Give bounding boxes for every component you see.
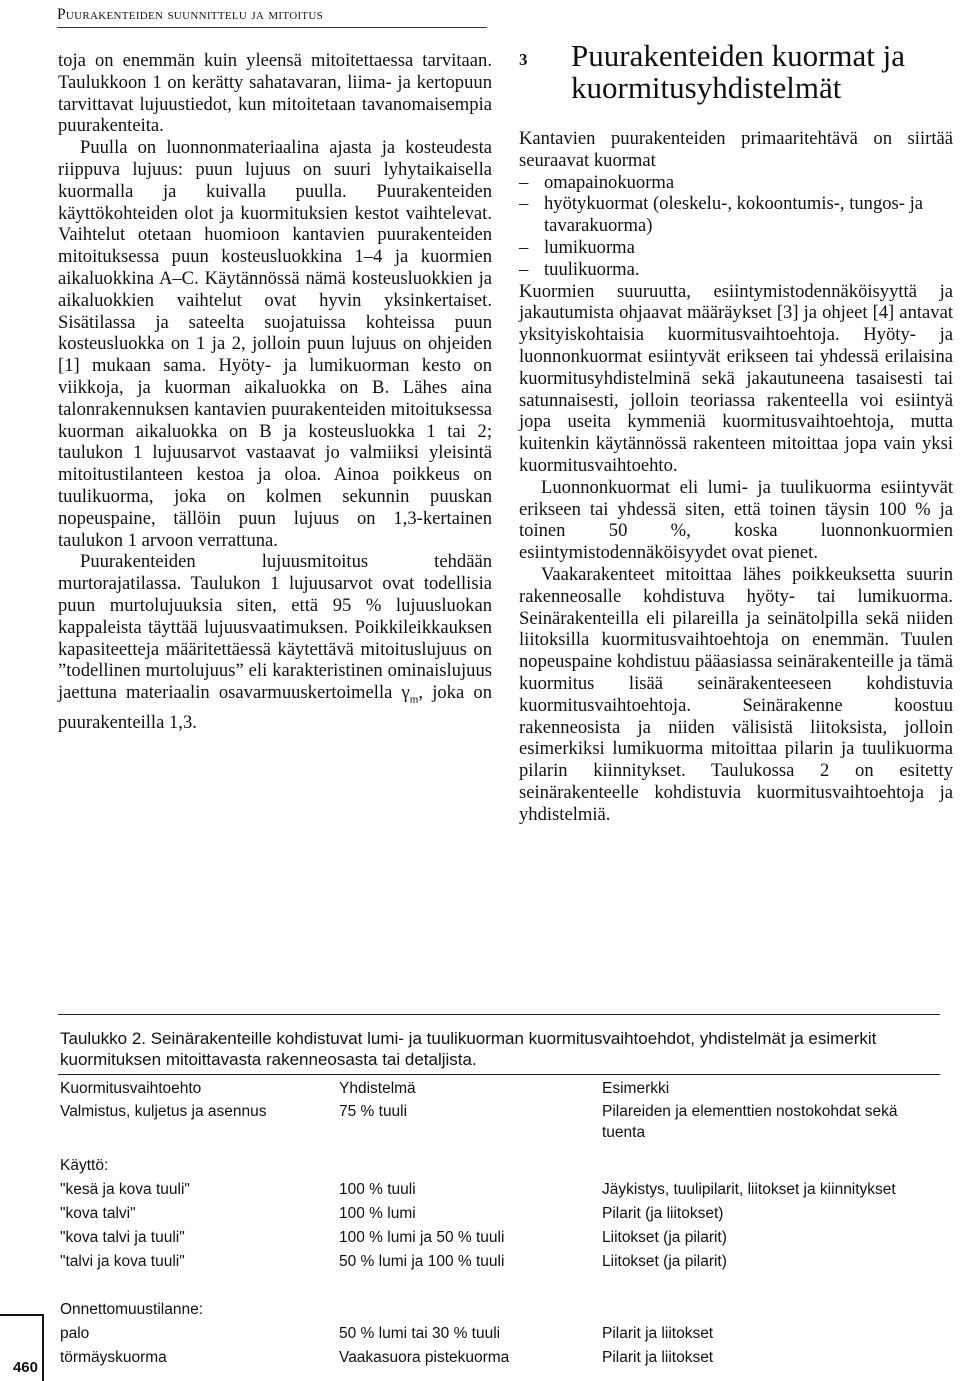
- load-list: [519, 172, 953, 281]
- list-item-text: omapainokuorma: [544, 171, 675, 193]
- dash-bullet: –: [519, 171, 529, 193]
- table-header-cell: Esimerkki: [602, 1080, 670, 1097]
- load-table: [60, 1078, 940, 1368]
- left-column: [58, 50, 492, 733]
- section-title: Puurakenteiden kuormat ja kuormitusyhdistelmät: [571, 38, 906, 105]
- table-cell: Pilarit ja liitokset: [602, 1349, 714, 1366]
- table-cell: Pilarit (ja liitokset): [602, 1205, 724, 1222]
- table-row: [60, 1347, 940, 1368]
- table-row: [60, 1179, 940, 1200]
- list-item-text: hyötykuormat (oleskelu-, kokoontumis-, tungos- ja tavarakuorma): [544, 193, 924, 237]
- table-cell: palo: [60, 1325, 90, 1342]
- section-number: 3: [519, 50, 528, 69]
- table-cell: "talvi ja kova tuuli": [60, 1253, 185, 1270]
- table-cell: Pilarit ja liitokset: [602, 1325, 714, 1342]
- table-cell: "kova talvi ja tuuli": [60, 1229, 185, 1246]
- right-intro: Kantavien puurakenteiden primaaritehtävä on siirtää seuraavat kuormat: [519, 128, 953, 171]
- table-cell: 100 % lumi ja 50 % tuuli: [339, 1229, 505, 1246]
- table-top-rule: [58, 1014, 940, 1015]
- left-paragraph-3-end: , joka on puurakenteilla 1,3.: [58, 682, 492, 733]
- table-cell: Jäykistys, tuulipilarit, liitokset ja kiinnitykset: [602, 1181, 896, 1198]
- table-cell: Liitokset (ja pilarit): [602, 1253, 727, 1270]
- table-header-cell: Yhdistelmä: [339, 1080, 416, 1097]
- list-item: [519, 259, 953, 281]
- running-header: Puurakenteiden suunnittelu ja mitoitus: [57, 6, 487, 28]
- group-label-use: Käyttö:: [60, 1157, 109, 1174]
- table-cell: Valmistus, kuljetus ja asennus: [60, 1103, 267, 1120]
- table-row: [60, 1323, 940, 1344]
- table-cell: "kesä ja kova tuuli": [60, 1181, 190, 1198]
- list-item: [519, 237, 953, 259]
- table-cell: 75 % tuuli: [339, 1103, 408, 1120]
- right-paragraph-1: Kuormien suuruutta, esiintymistodennäköisyyttä ja jakautumista ohjaavat määräykset [3] ja ohjeet [4] antavat yksityiskohtaisia kuormitusvaihtoehtoja. Hyöty- ja luonnonkuormat esiintyvät erikseen tai yhdessä erilaisina kuormitusyhdistelminä sekä jakautuneena tasaisesti tai satunnaisesti, jolloin teoriassa rakenteella voi esiintyä jopa useita kymmeniä kuormitusvaihtoehtoja, mutta kuitenkin käytännössä rakenteen mitoittaa jopa vain yksi kuormitusvaihtoehto.: [519, 280, 953, 476]
- list-item: [519, 172, 953, 194]
- table-group-heading: [60, 1299, 940, 1320]
- table-cell: törmäyskuorma: [60, 1349, 167, 1366]
- gamma-subscript: m: [409, 693, 419, 706]
- table-header-cell: Kuormitusvaihtoehto: [60, 1080, 202, 1097]
- table-cell: "kova talvi": [60, 1205, 136, 1222]
- page-number: 460: [0, 1314, 44, 1381]
- group-label-accident: Onnettomuustilanne:: [60, 1301, 204, 1318]
- table-group-heading: [60, 1155, 940, 1176]
- table-row: [60, 1251, 940, 1272]
- table-cell: Vaakasuora pistekuorma: [339, 1349, 510, 1366]
- dash-bullet: –: [519, 193, 529, 215]
- left-paragraph-1: toja on enemmän kuin yleensä mitoitettaessa tarvitaan. Taulukkoon 1 on kerätty sahatavaran, liima- ja kertopuun tarvittavat lujuustiedot, kun mitoitetaan tavanomaisempia puurakenteita.: [58, 50, 492, 137]
- list-item: [519, 193, 953, 237]
- table-header-rule: [58, 1074, 940, 1075]
- table-cell: Pilareiden ja elementtien nostokohdat sekä tuenta: [602, 1103, 898, 1141]
- table-cell: 50 % lumi tai 30 % tuuli: [339, 1325, 501, 1342]
- table-caption: Taulukko 2. Seinärakenteille kohdistuvat lumi- ja tuulikuorman kuormitusvaihtoehdot, yhdistelmät ja esimerkit kuormituksen mitoittavasta rakenneosasta tai detaljista.: [60, 1029, 877, 1069]
- table-cell: Liitokset (ja pilarit): [602, 1229, 727, 1246]
- list-item-text: lumikuorma: [544, 236, 635, 258]
- right-paragraph-2: Luonnonkuormat eli lumi- ja tuulikuorma esiintyvät erikseen tai yhdessä siten, että toinen täysin 100 % ja toinen 50 %, koska luonnonkuormien esiintymistodennäköisyydet ovat pienet.: [519, 476, 953, 564]
- dash-bullet: –: [519, 258, 529, 280]
- left-paragraph-3-text: Puurakenteiden lujuusmitoitus tehdään murtorajatilassa. Taulukon 1 lujuusarvot ovat todellisia puun murtolujuuksia siten, että 95 % lujuusluokan kappaleista täyttää lujuusvaatimuksen. Poikkileikkauksen kapasiteetteja määritettäessä käytettävä mitoituslujuus on ”todellinen murtolujuus” eli karakteristinen ominaislujuus jaettuna materiaalin osavarmuuskertoimella γ: [58, 551, 492, 704]
- table-row: [60, 1101, 940, 1143]
- left-paragraph-2: Puulla on luonnonmateriaalina ajasta ja kosteudesta riippuva lujuus: puun lujuus on suuri lyhytaikaisella kuormalla ja kuivalla puulla. Puurakenteiden käyttökohteiden olot ja kuormituksien kestot vaihtelevat. Vaihtelut otetaan huomioon kantavien puurakenteiden mitoituksessa puun kosteusluokkina 1–4 ja kuormien aikaluokkina A–C. Käytännössä nämä kosteusluokkien ja aikaluokkien vaihtelut ovat hyvin yksinkertaiset. Sisätilassa ja sateelta suojatuissa kohteissa puun kosteusluokka on 1 ja 2, jolloin puun lujuus on ohjeiden [1] mukaan sama. Hyöty- ja lumikuorman kesto on viikkoja, ja kuorman aikaluokka on B. Lähes aina talonrakennuksen kantavien puurakenteiden mitoituksessa kuorman aikaluokka on B ja kosteusluokka 1 tai 2; taulukon 1 lujuusarvot vastaavat jo valmiiksi yleisintä mitoitustilanteen kestoa ja oloa. Ainoa poikkeus on tuulikuorma, joka on kolmen sekunnin puuskan nopeuspaine, tällöin puun lujuus on 1,3-kertainen taulukon 1 arvoon verrattuna.: [58, 137, 492, 551]
- list-item-text: tuulikuorma.: [544, 258, 640, 280]
- table-cell: 100 % lumi: [339, 1205, 416, 1222]
- table-row: [60, 1203, 940, 1224]
- dash-bullet: –: [519, 236, 529, 258]
- table-cell: 100 % tuuli: [339, 1181, 416, 1198]
- table-header-row: [60, 1078, 940, 1099]
- left-paragraph-3: [58, 551, 492, 733]
- table-row: [60, 1227, 940, 1248]
- right-paragraph-3: Vaakarakenteet mitoittaa lähes poikkeuksetta suurin rakenneosalle kohdistuva hyöty- tai lumikuorma. Seinärakenteilla eli pilareilla ja seinätolpilla sekä niiden liitoksilla kuormitusvaihtoehtoja on enemmän. Tuulen nopeuspaine kohdistuu pääasiassa seinärakenteille ja tämä kuormitus lisää seinärakenteeseen kohdistuvia kuormitusvaihtoehtoja. Seinärakenne koostuu rakenneosista ja niiden välisistä liitoksista, jolloin esimerkiksi lumikuorma mitoittaa pilarin ja tuulikuorma pilarin kiinnitykset. Taulukossa 2 on esitetty seinärakenteelle kohdistuvia kuormitusvaihtoehtoja ja yhdistelmiä.: [519, 563, 953, 825]
- table-cell: 50 % lumi ja 100 % tuuli: [339, 1253, 505, 1270]
- right-column: [519, 128, 953, 826]
